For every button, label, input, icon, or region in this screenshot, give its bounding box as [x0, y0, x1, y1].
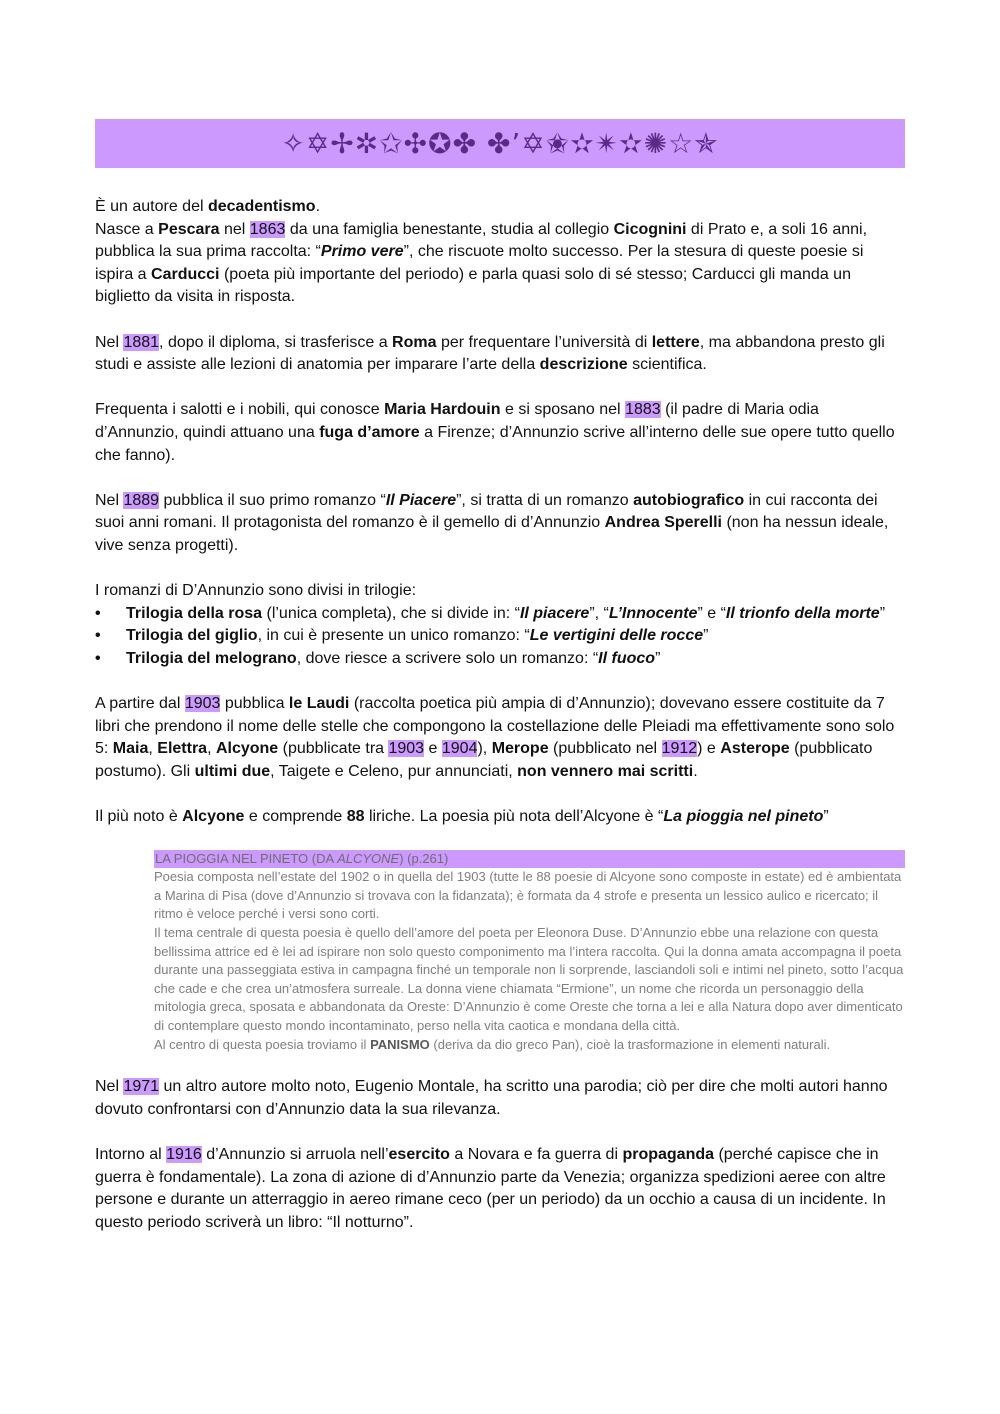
- paragraph-alcyone: [95, 806, 905, 829]
- title-text: ✧✡✢✲✩✣✪✤ ✤’✡✬✫✴✫✺☆✯: [281, 127, 719, 160]
- bold-run: le Laudi: [288, 695, 350, 713]
- text-run: e comprende: [244, 808, 347, 826]
- bold-italic-run: Primo vere: [320, 243, 404, 261]
- text-run: di Prato e, a soli 16 anni, pubblica la sua prima raccolta: “: [95, 220, 868, 261]
- text-run: Frequenta i salotti e i nobili, qui conosce: [95, 401, 385, 419]
- text-run: (poeta più importante del periodo) e parla quasi solo di sé stesso; Carducci gli manda un biglietto da visita in risposta.: [95, 265, 851, 306]
- poem-note-paragraph: Poesia composta nell’estate del 1902 o in quella del 1903 (tutte le 88 poesie di Alcyone sono composte in estate) ed è ambientata a Marina di Pisa (dove d’Annunzio si trovava con la fidanzata); è formata da 4 strofe e presenta un lessico aulico e ricercato; il ritmo è veloce perché i versi sono corti.: [154, 869, 902, 922]
- text-run: ”: [823, 808, 829, 826]
- bold-run: descrizione: [539, 356, 628, 374]
- text-run: .: [693, 762, 698, 780]
- bold-run: Asterope: [720, 740, 790, 758]
- text-run: (pubblicato nel: [548, 740, 662, 758]
- bold-run: fuga d’amore: [319, 423, 420, 441]
- text-run: Nel: [95, 491, 124, 509]
- bold-run: PANISMO: [370, 1036, 430, 1052]
- list-item: [95, 625, 905, 648]
- text-run: (il padre di Maria odia d’Annunzio, quindi attuano una: [95, 401, 819, 441]
- bold-run: Maia: [112, 740, 149, 758]
- trilogies-intro: I romanzi di D’Annunzio sono divisi in trilogie:: [95, 582, 417, 600]
- text-run: ” e “: [697, 604, 726, 622]
- text-run: pubblica: [220, 695, 289, 713]
- title-banner: [95, 119, 905, 168]
- text-run: ”: [879, 604, 886, 622]
- bold-run: Andrea Sperelli: [604, 514, 722, 532]
- text-run: ”, si tratta di un romanzo: [456, 491, 634, 509]
- bold-run: Elettra: [157, 740, 208, 758]
- text-run: a Firenze; d’Annunzio scrive all’interno delle sue opere tutto quello che fanno).: [95, 423, 895, 464]
- bold-italic-run: Le vertigini delle rocce: [529, 627, 704, 645]
- bold-italic-run: Il fuoco: [598, 649, 656, 667]
- bold-run: Trilogia della rosa: [126, 604, 263, 622]
- text-run: LA PIOGGIA NEL PINETO (DA: [155, 850, 338, 866]
- text-run: per frequentare l’università di: [436, 333, 652, 351]
- bold-run: 88: [346, 808, 365, 826]
- text-run: (deriva da dio greco Pan), cioè la trasformazione in elementi naturali.: [429, 1036, 831, 1052]
- highlighted-year: 1883: [625, 401, 661, 419]
- text-run: un altro autore molto noto, Eugenio Montale, ha scritto una parodia; ciò per dire che molti autori hanno dovuto confrontarsi con d’Annunzio data la sua rilevanza.: [95, 1078, 888, 1118]
- text-run: Al centro di questa poesia troviamo il: [154, 1036, 371, 1052]
- bold-italic-run: L’Innocente: [608, 604, 698, 622]
- highlighted-year: 1863: [249, 220, 286, 238]
- highlighted-year: 1881: [123, 333, 160, 351]
- bold-run: Trilogia del giglio: [126, 627, 258, 645]
- trilogies-list: [95, 603, 905, 671]
- bold-run: Carducci: [151, 265, 220, 283]
- text-run: ”: [655, 649, 661, 667]
- text-run: Intorno al: [95, 1145, 167, 1163]
- bold-run: Trilogia del melograno: [126, 649, 297, 667]
- italic-run: ALCYONE: [337, 850, 400, 866]
- bold-run: lettere: [651, 333, 700, 351]
- bold-run: esercito: [388, 1145, 450, 1163]
- document-body: [95, 196, 905, 1234]
- text-run: ”: [703, 627, 709, 645]
- bold-italic-run: Il trionfo della morte: [725, 604, 880, 622]
- text-run: , in cui è presente un unico romanzo: “: [257, 627, 530, 645]
- highlighted-year: 1889: [123, 491, 160, 509]
- bold-italic-run: Il piacere: [519, 604, 590, 622]
- text-run: liriche. La poesia più nota dell’Alcyone è “: [364, 808, 664, 826]
- paragraph-1916: [95, 1144, 905, 1234]
- bold-run: Alcyone: [215, 740, 279, 758]
- paragraph-1971: [95, 1076, 905, 1121]
- intro-paragraph: [95, 196, 905, 309]
- text-run: Nel: [95, 333, 124, 351]
- bold-run: Cicognini: [613, 220, 687, 238]
- bold-italic-run: La pioggia nel pineto: [663, 808, 824, 826]
- bold-run: decadentismo: [207, 198, 316, 215]
- bold-italic-run: Il Piacere: [385, 491, 457, 509]
- bold-run: Maria Hardouin: [384, 401, 501, 419]
- list-item: [95, 648, 905, 671]
- highlighted-year: 1971: [123, 1078, 160, 1096]
- text-run: , ma abbandona presto gli studi e assiste alle lezioni di anatomia per imparare l’arte della: [95, 333, 885, 374]
- text-run: ,: [148, 740, 158, 758]
- text-run: in cui racconta dei suoi anni romani. Il protagonista del romanzo è il gemello di d’Annunzio: [95, 491, 878, 532]
- highlighted-year: 1903: [388, 740, 425, 758]
- text-run: a Novara e fa guerra di: [449, 1145, 623, 1163]
- paragraph-1881: [95, 332, 905, 377]
- text-run: d’Annunzio si arruola nell’: [201, 1145, 389, 1163]
- text-run: Nasce a: [95, 220, 159, 238]
- bold-run: Pescara: [158, 220, 220, 238]
- bold-run: propaganda: [622, 1145, 715, 1163]
- text-run: e: [424, 740, 442, 758]
- highlighted-year: 1916: [166, 1145, 202, 1163]
- text-run: pubblica il suo primo romanzo “: [159, 491, 386, 509]
- highlighted-year: 1904: [441, 740, 478, 758]
- text-run: , Taigete e Celeno, pur annunciati,: [270, 762, 518, 780]
- text-run: A partire dal: [95, 695, 185, 713]
- text-run: .: [315, 198, 321, 215]
- paragraph-laudi: [95, 693, 905, 783]
- text-run: (non ha nessun ideale, vive senza progetti).: [95, 514, 889, 554]
- text-run: ) (p.261): [399, 850, 449, 866]
- text-run: Nel: [95, 1078, 124, 1096]
- text-run: nel: [219, 220, 250, 238]
- bold-run: Merope: [491, 740, 549, 758]
- text-run: (l’unica completa), che si divide in: “: [262, 604, 520, 622]
- bold-run: ultimi due: [194, 762, 271, 780]
- poem-note-title: [154, 850, 905, 869]
- document-page: [95, 119, 905, 1257]
- text-run: e si sposano nel: [500, 401, 626, 419]
- text-run: (perché capisce che in guerra è fondamentale). La zona di azione di d’Annunzio parte da Venezia; organizza spedizioni aeree con altre persone e durante un atterraggio in aereo rimane ceco (per un periodo) da un occhio a causa di un incidente. In questo periodo scriverà un libro: “Il notturno”.: [95, 1145, 886, 1231]
- text-run: ) e: [697, 740, 721, 758]
- text-run: , dove riesce a scrivere solo un romanzo: “: [296, 649, 599, 667]
- highlighted-year: 1903: [184, 695, 221, 713]
- poem-note-box: [154, 850, 905, 1055]
- paragraph-1883: [95, 399, 905, 467]
- highlighted-year: 1912: [661, 740, 698, 758]
- list-item: [95, 603, 905, 626]
- text-run: scientifica.: [627, 356, 707, 374]
- paragraph-1889: [95, 490, 905, 558]
- poem-note-paragraph: Il tema centrale di questa poesia è quello dell’amore del poeta per Eleonora Duse. D’Annunzio ebbe una relazione con questa bellissima attrice ed è lei ad ispirare non solo questo componimento ma l’intera raccolta. Qui la donna amata accompagna il poeta durante una passeggiata estiva in campagna finché un temporale non li sorprende, lasciandoli soli e intimi nel pineto, sotto l’acqua che cade e che crea un’atmosfera surreale. La donna viene chiamata “Ermione”, un nome che ricorda un personaggio della mitologia greca, sposata e abbandonata da Oreste: D’Annunzio è come Oreste che torna a lei e alla Natura dopo aver dimenticato di contemplare questo mondo incontaminato, perso nella vita caotica e mondana della città.: [154, 925, 904, 1033]
- bold-run: Roma: [392, 333, 437, 351]
- text-run: ”, che riscuote molto successo. Per la stesura di queste poesie si ispira a: [95, 243, 864, 283]
- text-run: ,: [207, 740, 216, 758]
- poem-note-paragraph: [154, 1036, 905, 1055]
- text-run: da una famiglia benestante, studia al collegio: [285, 220, 614, 238]
- bold-run: autobiografico: [633, 491, 745, 509]
- text-run: Il più noto è: [95, 808, 183, 826]
- text-run: , dopo il diploma, si trasferisce a: [159, 333, 393, 351]
- text-run: ”, “: [589, 604, 609, 622]
- text-run: ),: [477, 740, 492, 758]
- text-run: È un autore del: [95, 198, 208, 215]
- text-run: (pubblicato postumo). Gli: [95, 740, 873, 780]
- text-run: (raccolta poetica più ampia di d’Annunzio); dovevano essere costituite da 7 libri che prendono il nome delle stelle che compongono la costellazione delle Pleiadi ma effettivamente sono solo 5:: [95, 695, 895, 758]
- bold-run: non vennero mai scritti: [517, 762, 694, 780]
- bold-run: Alcyone: [182, 808, 245, 826]
- text-run: (pubblicate tra: [278, 740, 389, 758]
